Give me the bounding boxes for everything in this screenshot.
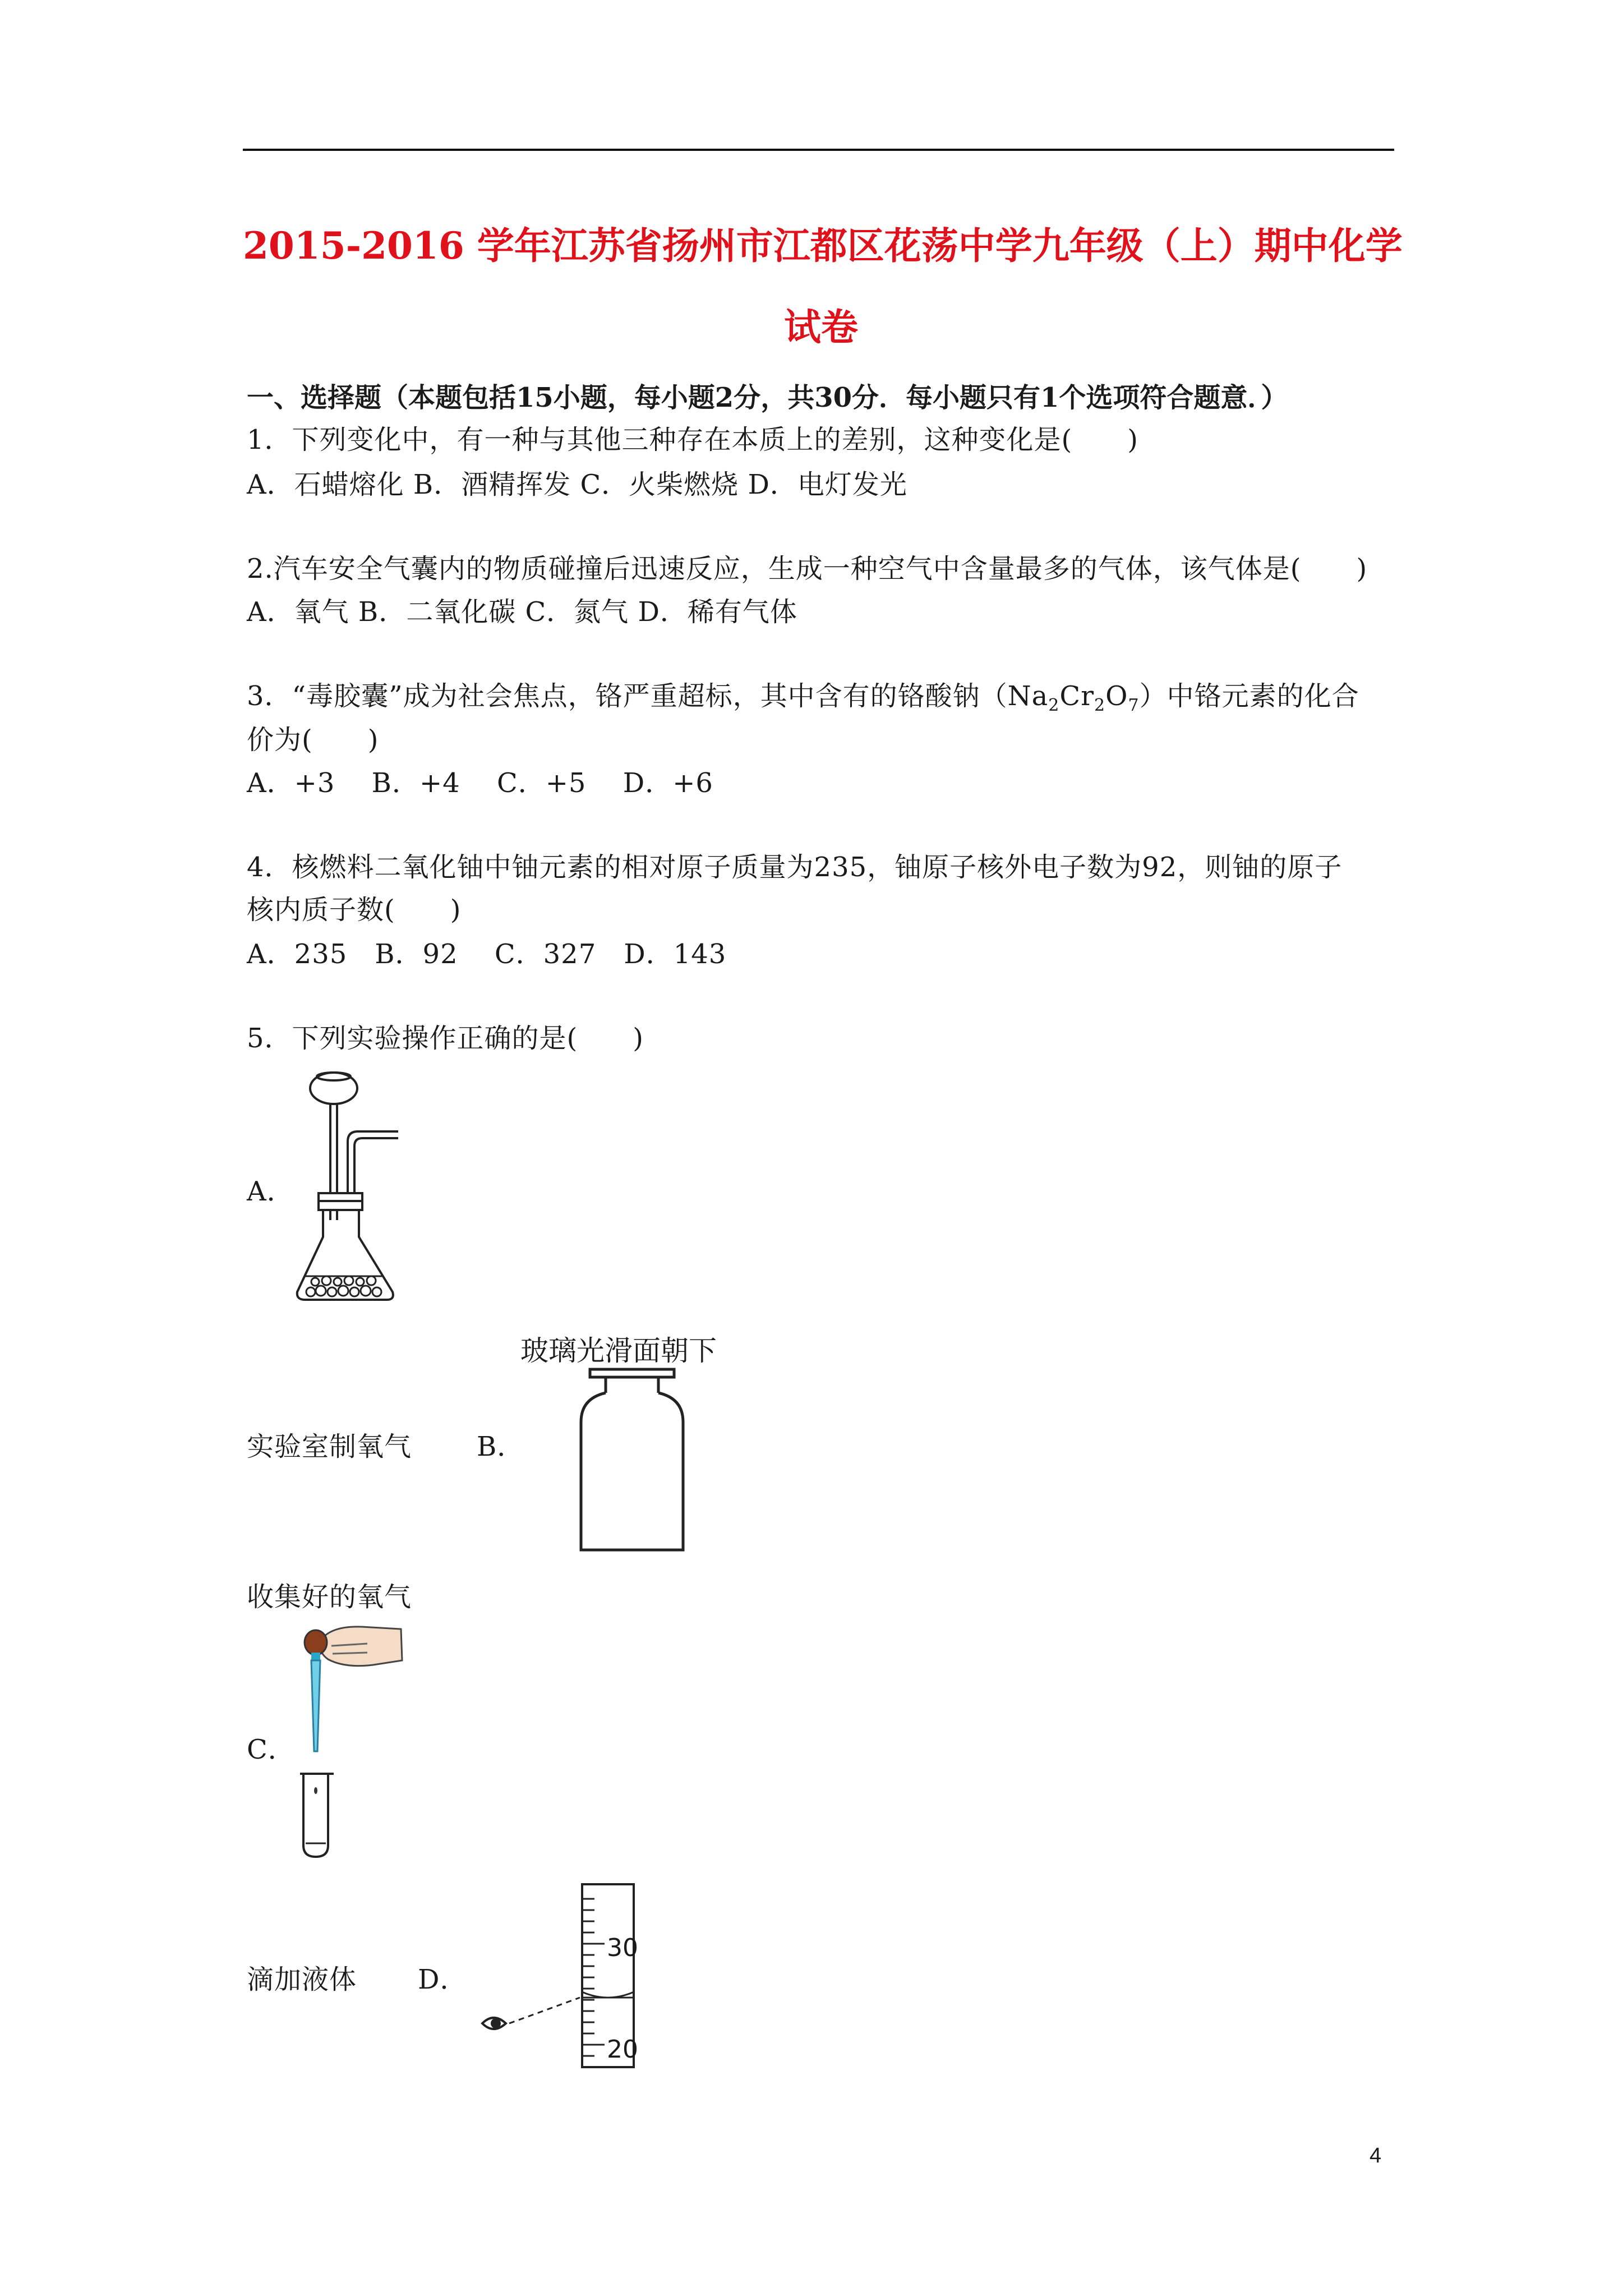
header-rule	[243, 149, 1394, 151]
page-title: 2015-2016 学年江苏省扬州市江都区花荡中学九年级（上）期中化学	[243, 224, 1403, 268]
question-4-options: A．235 B．92 C．327 D．143	[247, 938, 727, 970]
section-heading: 一、选择题（本题包括15小题，每小题2分，共30分．每小题只有1个选项符合题意．）	[247, 382, 1288, 413]
cylinder-tick-label-30: 30	[607, 1934, 638, 1962]
option-c-label: C．	[247, 1734, 296, 1765]
option-b-caption: 收集好的氧气	[247, 1581, 412, 1613]
question-5-stem: 5．下列实验操作正确的是( )	[247, 1023, 644, 1054]
question-3-options: A．+3 B．+4 C．+5 D．+6	[247, 767, 713, 799]
question-2-stem: 2.汽车安全气囊内的物质碰撞后迅速反应，生成一种空气中含量最多的气体，该气体是( )	[247, 553, 1368, 585]
gas-collecting-bottle-figure	[572, 1366, 695, 1557]
question-1-stem: 1．下列变化中，有一种与其他三种存在本质上的差别，这种变化是( )	[247, 424, 1138, 455]
question-3-stem-line2: 价为( )	[247, 724, 379, 756]
page-number: 4	[1370, 2144, 1382, 2168]
glass-plate-note: 玻璃光滑面朝下	[520, 1335, 717, 1367]
option-d-label: D．	[418, 1964, 468, 1995]
page-title-continued: 试卷	[784, 305, 858, 349]
cylinder-tick-label-20: 20	[607, 2035, 638, 2064]
oxygen-preparation-apparatus-figure	[292, 1069, 404, 1304]
option-a-label: A．	[247, 1176, 294, 1207]
option-b-label: B．	[477, 1431, 525, 1462]
dropper-and-test-tube-figure	[283, 1621, 412, 1862]
question-1-options: A．石蜡熔化 B．酒精挥发 C．火柴燃烧 D．电灯发光	[247, 469, 907, 500]
question-3-stem: 3．“毒胶囊”成为社会焦点，铬严重超标，其中含有的铬酸钠$(Na_2Cr_2O_7)$中铬元素的化合	[247, 680, 1359, 715]
question-2-options: A．氧气 B．二氧化碳 C．氮气 D．稀有气体	[247, 596, 797, 628]
question-4-stem: 4．核燃料二氧化铀中铀元素的相对原子质量为235，铀原子核外电子数为92，则铀的原子	[247, 852, 1343, 883]
option-c-caption: 滴加液体	[247, 1964, 357, 1995]
option-a-caption: 实验室制氧气	[247, 1431, 412, 1462]
question-4-stem-line2: 核内质子数( )	[247, 894, 462, 926]
